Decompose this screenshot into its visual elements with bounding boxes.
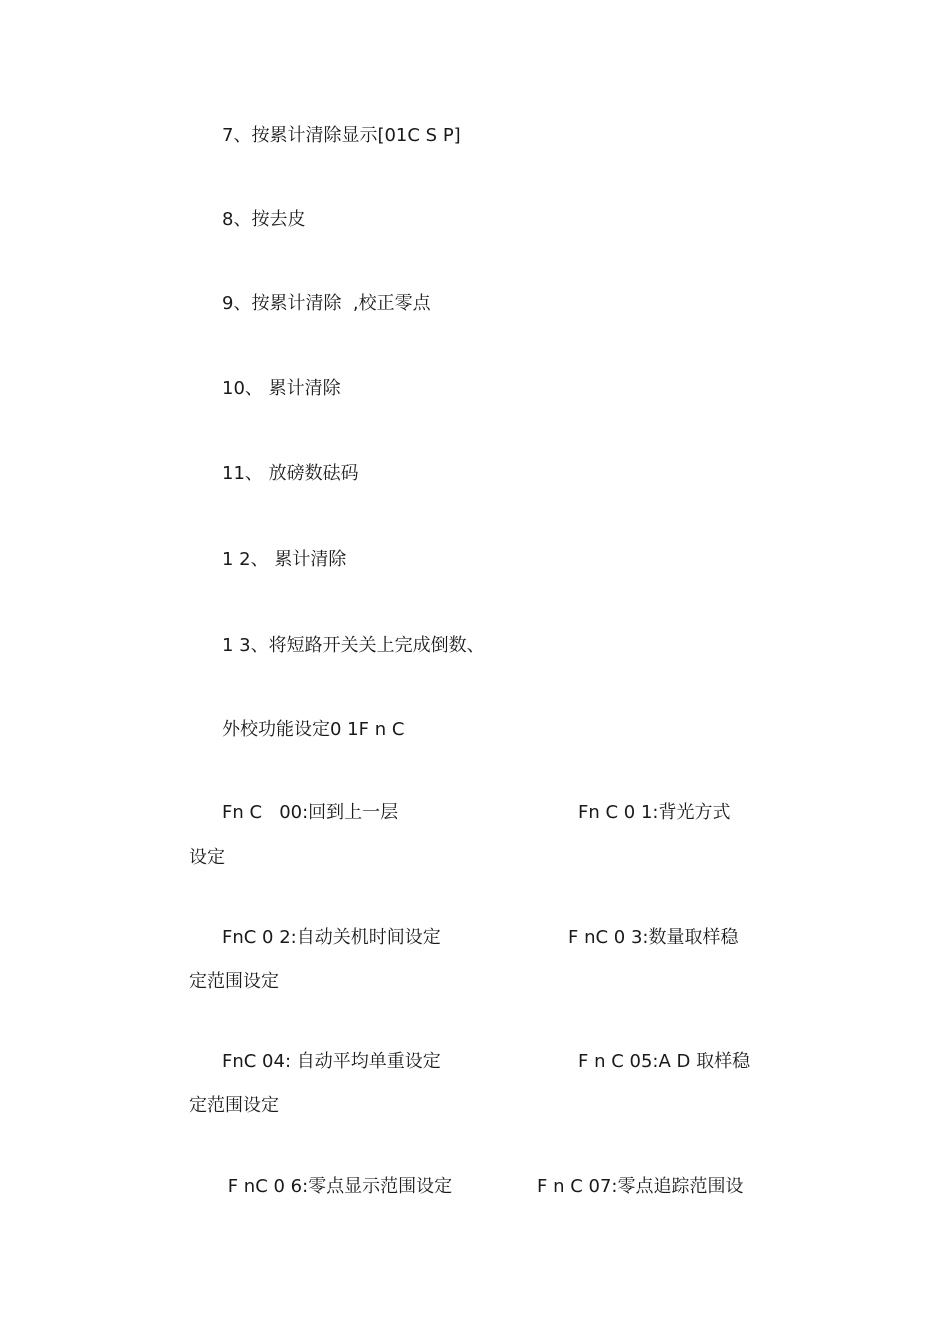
function-left: Fn C 00:回到上一层 bbox=[222, 802, 399, 823]
step-7: 7、按累计清除显示[01C S P] bbox=[222, 125, 461, 146]
function-right: F n C 05:A D 取样稳 bbox=[578, 1051, 751, 1072]
function-continuation: 定范围设定 bbox=[189, 971, 279, 992]
function-left: F nC 0 6:零点显示范围设定 bbox=[222, 1176, 453, 1197]
step-13: 1 3、将短路开关关上完成倒数、 bbox=[222, 635, 485, 656]
step-8: 8、按去皮 bbox=[222, 209, 306, 230]
function-left: FnC 04: 自动平均单重设定 bbox=[222, 1051, 441, 1072]
section-title: 外校功能设定0 1F n C bbox=[222, 719, 405, 740]
function-continuation: 设定 bbox=[189, 847, 225, 868]
function-right: F nC 0 3:数量取样稳 bbox=[568, 927, 739, 948]
function-right: F n C 07:零点追踪范围设 bbox=[537, 1176, 744, 1197]
step-9: 9、按累计清除 ,校正零点 bbox=[222, 293, 431, 314]
function-left: FnC 0 2:自动关机时间设定 bbox=[222, 927, 441, 948]
step-11: 11、 放磅数砝码 bbox=[222, 463, 359, 484]
step-10: 10、 累计清除 bbox=[222, 378, 341, 399]
function-right: Fn C 0 1:背光方式 bbox=[578, 802, 731, 823]
function-continuation: 定范围设定 bbox=[189, 1095, 279, 1116]
step-12: 1 2、 累计清除 bbox=[222, 549, 347, 570]
